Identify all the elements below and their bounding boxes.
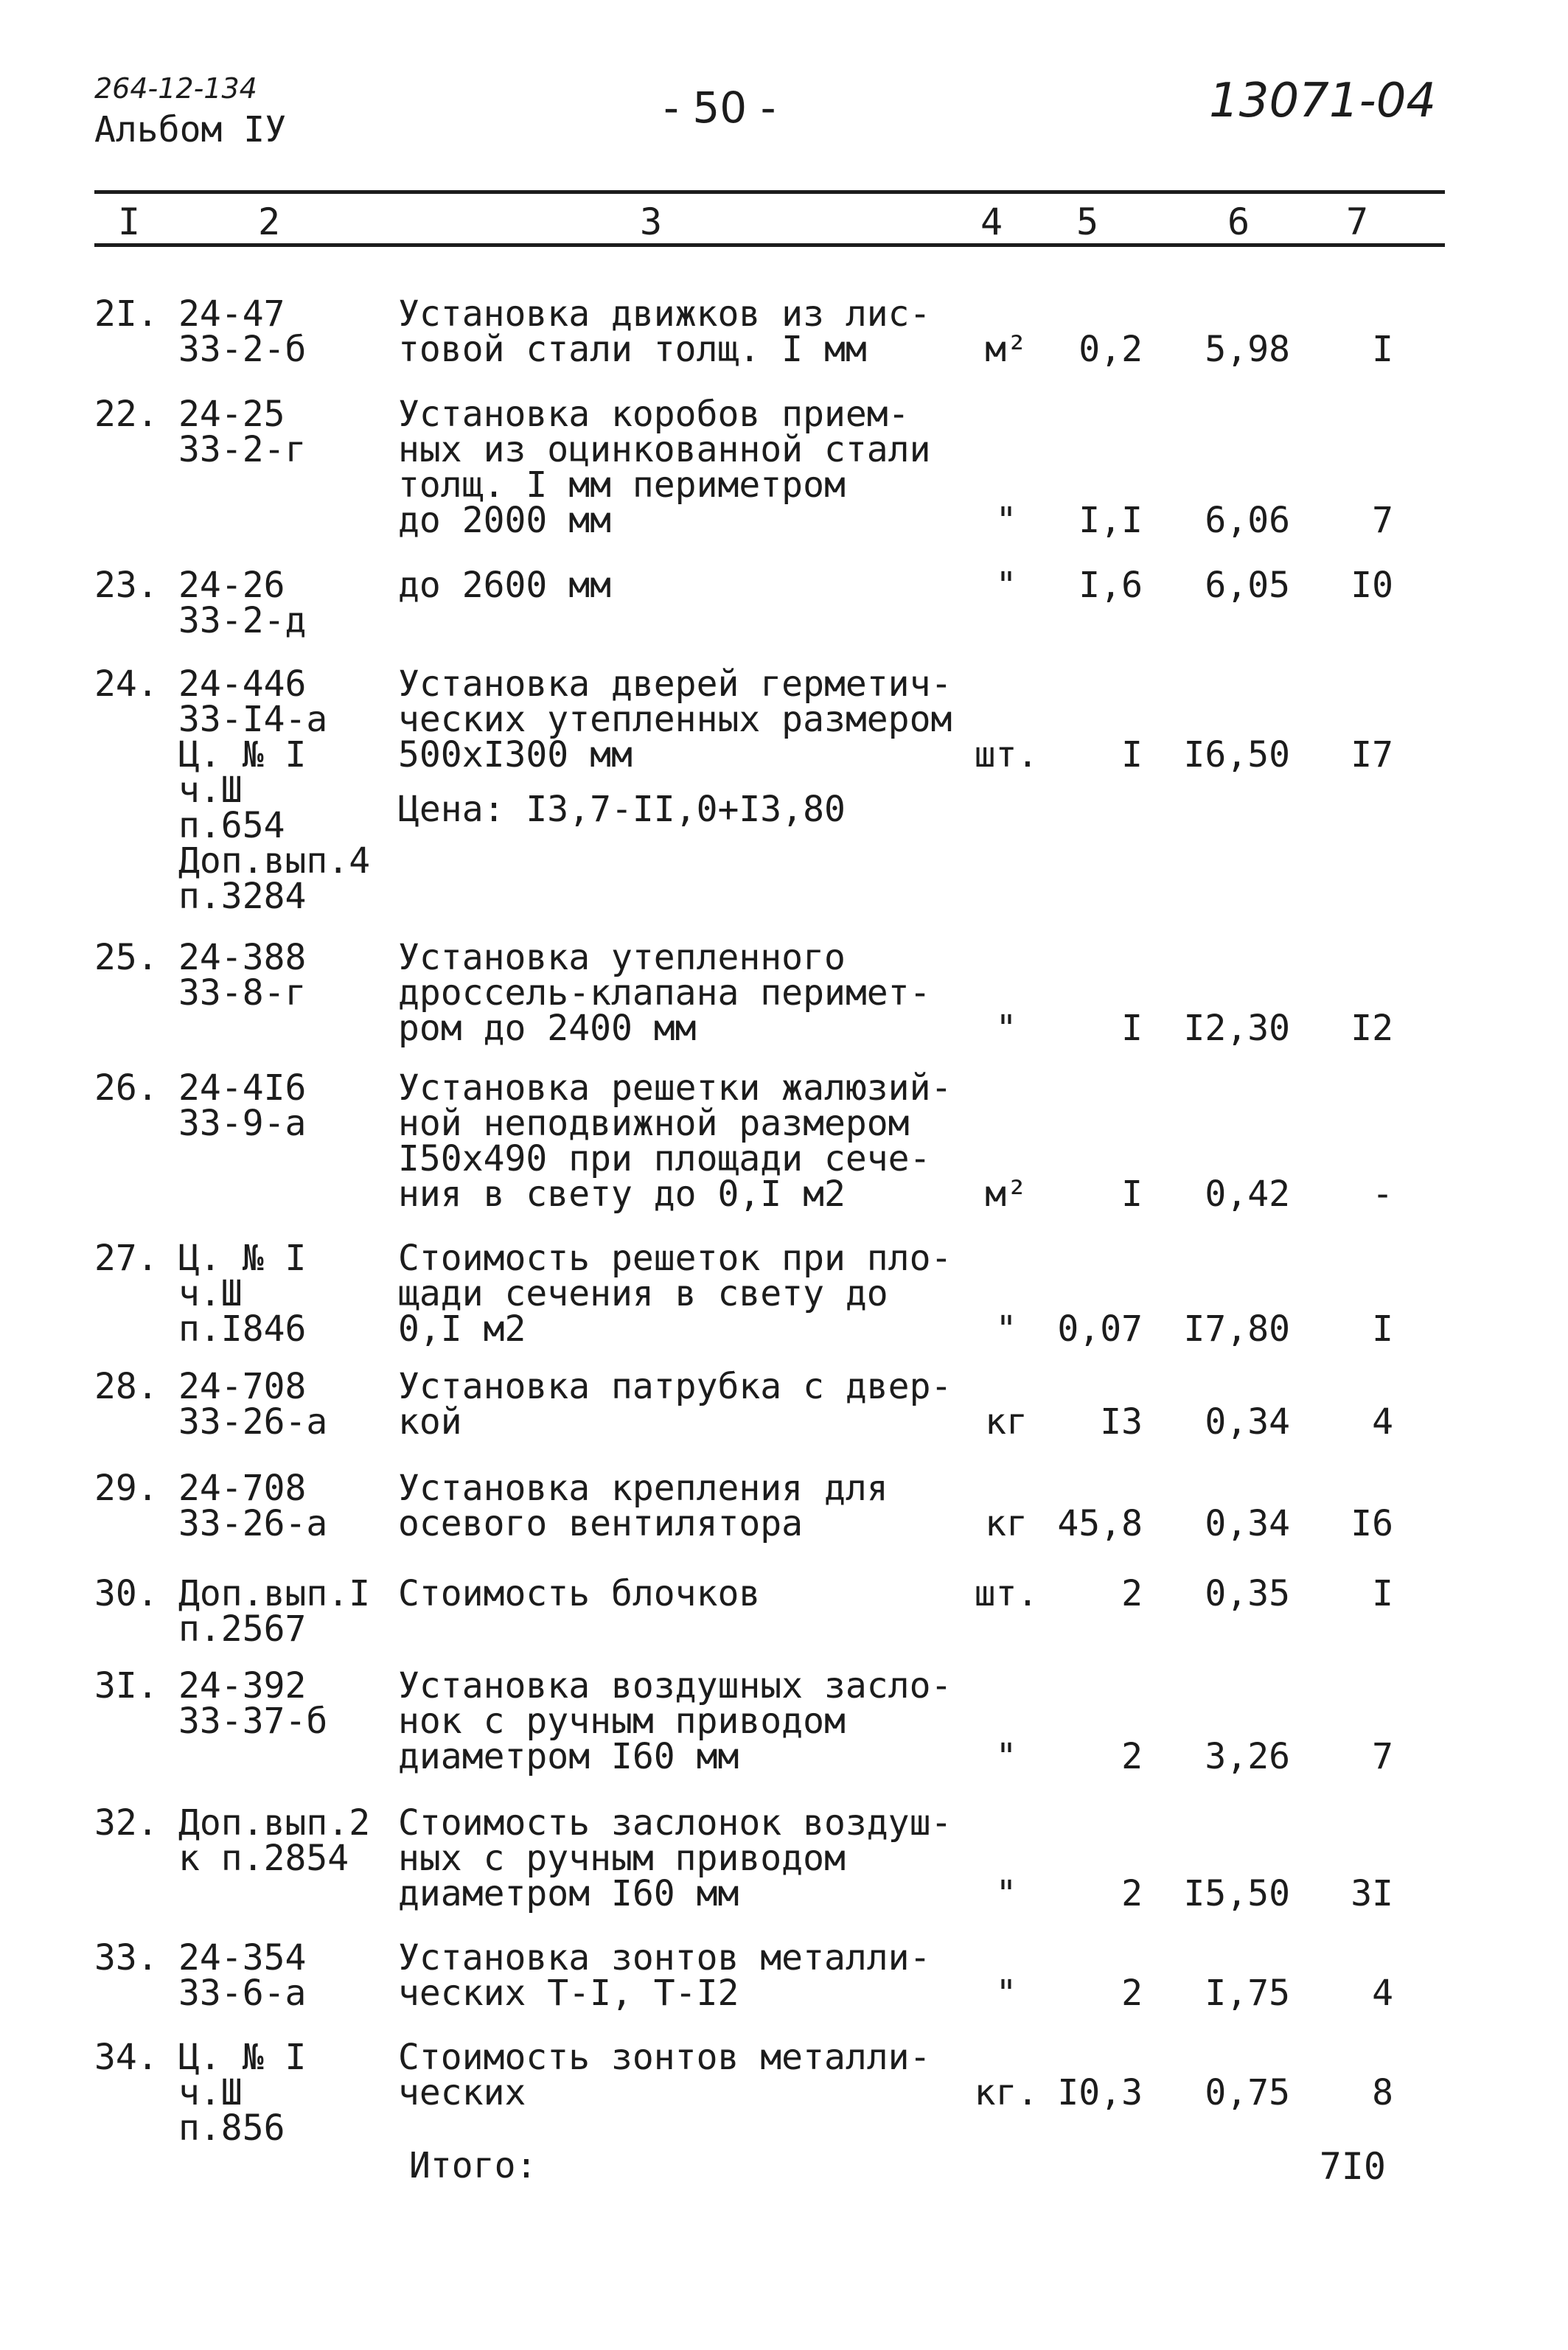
work-description <box>398 663 973 830</box>
work-description <box>398 1238 973 1350</box>
work-description <box>398 293 973 370</box>
reference-line: 24-708 <box>178 1366 307 1407</box>
description-line: ной неподвижной размером <box>398 1103 910 1144</box>
row-number: 33. <box>94 1937 158 1978</box>
unit-price: 0,75 <box>1205 2072 1290 2113</box>
column-header-2: 2 <box>258 201 281 243</box>
total-label: Итого: <box>409 2145 537 2186</box>
normative-references <box>178 293 400 370</box>
quantity: I,I <box>1079 500 1143 541</box>
unit-of-measure: м² <box>985 329 1028 370</box>
quantity: 2 <box>1121 1973 1143 2014</box>
unit-of-measure: кг <box>985 1401 1028 1443</box>
unit-of-measure: " <box>995 1308 1017 1350</box>
column-header-4: 4 <box>980 201 1003 243</box>
work-description <box>398 1067 973 1215</box>
unit-price: 0,34 <box>1205 1401 1290 1443</box>
reference-line: 24-708 <box>178 1468 307 1509</box>
album-label: Альбом IУ <box>94 109 287 150</box>
unit-price: I5,50 <box>1183 1873 1290 1914</box>
row-total: 8 <box>1372 2072 1393 2113</box>
unit-of-measure: шт. <box>974 734 1039 775</box>
reference-line: 24-354 <box>178 1937 307 1978</box>
row-number: 3I. <box>94 1665 158 1706</box>
normative-references <box>178 565 400 641</box>
reference-line: к п.2854 <box>178 1838 349 1879</box>
unit-price: I7,80 <box>1183 1308 1290 1350</box>
quantity: 2 <box>1121 1736 1143 1777</box>
row-total: I7 <box>1351 734 1393 775</box>
description-line: Стоимость зонтов металли- <box>398 2037 931 2078</box>
reference-line: п.3284 <box>178 876 307 917</box>
row-number: 23. <box>94 565 158 606</box>
description-line: дроссель-клапана перимет- <box>398 972 931 1014</box>
normative-references <box>178 1802 400 1879</box>
row-number: 22. <box>94 394 158 435</box>
quantity: I <box>1121 1174 1143 1215</box>
description-line: Установка крепления для <box>398 1468 888 1509</box>
reference-line: п.654 <box>178 805 285 846</box>
reference-line: п.I846 <box>178 1308 307 1350</box>
row-total: 3I <box>1351 1873 1393 1914</box>
reference-line: 24-446 <box>178 663 307 705</box>
reference-line: 33-8-г <box>178 972 307 1014</box>
normative-references <box>178 1468 400 1544</box>
description-line: ческих <box>398 2072 526 2113</box>
reference-line: 33-26-а <box>178 1503 328 1544</box>
reference-line: 24-25 <box>178 394 285 435</box>
description-line: Установка коробов прием- <box>398 394 910 435</box>
row-number: 28. <box>94 1366 158 1407</box>
unit-price: 0,34 <box>1205 1503 1290 1544</box>
row-total: 7 <box>1372 500 1393 541</box>
unit-price: 0,42 <box>1205 1174 1290 1215</box>
description-line: товой стали толщ. I мм <box>398 329 867 370</box>
quantity: 0,07 <box>1057 1308 1143 1350</box>
normative-references <box>178 1366 400 1443</box>
normative-references <box>178 2037 400 2149</box>
description-line: ческих утепленных размером <box>398 699 952 740</box>
reference-line: 33-2-г <box>178 429 307 470</box>
unit-of-measure: " <box>995 1973 1017 2014</box>
reference-line: 24-4I6 <box>178 1067 307 1109</box>
reference-line: 33-I4-а <box>178 699 328 740</box>
work-description <box>398 1366 973 1443</box>
page-number: - 50 - <box>663 83 776 133</box>
quantity: 0,2 <box>1079 329 1143 370</box>
description-line: Установка воздушных засло- <box>398 1665 952 1706</box>
row-total: 4 <box>1372 1401 1393 1443</box>
row-total: 7 <box>1372 1736 1393 1777</box>
header-bottom-rule <box>94 243 1445 247</box>
description-line: до 2000 мм <box>398 500 611 541</box>
unit-price: 5,98 <box>1205 329 1290 370</box>
work-description <box>398 2037 973 2113</box>
row-number: 25. <box>94 937 158 978</box>
normative-references <box>178 1238 400 1350</box>
work-description <box>398 394 973 541</box>
description-line: осевого вентилятора <box>398 1503 804 1544</box>
unit-of-measure: " <box>995 1736 1017 1777</box>
unit-of-measure: кг <box>985 1503 1028 1544</box>
reference-line: 33-9-а <box>178 1103 307 1144</box>
unit-price: I2,30 <box>1183 1008 1290 1049</box>
normative-references <box>178 1665 400 1742</box>
quantity: I <box>1121 1008 1143 1049</box>
reference-line: 24-26 <box>178 565 285 606</box>
normative-references <box>178 1067 400 1144</box>
column-header-3: 3 <box>640 201 663 243</box>
quantity: 2 <box>1121 1873 1143 1914</box>
unit-of-measure: " <box>995 1008 1017 1049</box>
column-header-6: 6 <box>1227 201 1250 243</box>
unit-of-measure: " <box>995 565 1017 606</box>
reference-line: п.856 <box>178 2107 285 2149</box>
reference-line: Доп.вып.4 <box>178 840 371 882</box>
work-description <box>398 937 973 1049</box>
description-line: диаметром I60 мм <box>398 1873 739 1914</box>
quantity: I <box>1121 734 1143 775</box>
description-line: Установка патрубка с двер- <box>398 1366 952 1407</box>
description-line: Установка утепленного <box>398 937 846 978</box>
reference-line: 33-37-б <box>178 1701 328 1742</box>
description-line: Установка движков из лис- <box>398 293 931 335</box>
description-line: Стоимость заслонок воздуш- <box>398 1802 952 1844</box>
row-number: 34. <box>94 2037 158 2078</box>
unit-price: 0,35 <box>1205 1573 1290 1614</box>
reference-line: Ц. № I <box>178 734 307 775</box>
reference-line: 24-392 <box>178 1665 307 1706</box>
description-line: Установка дверей герметич- <box>398 663 952 705</box>
quantity: I0,3 <box>1057 2072 1143 2113</box>
reference-line: 24-388 <box>178 937 307 978</box>
normative-references <box>178 394 400 470</box>
work-description <box>398 1665 973 1777</box>
column-header-7: 7 <box>1346 201 1369 243</box>
unit-of-measure: шт. <box>974 1573 1039 1614</box>
description-line: I50х490 при площади сече- <box>398 1138 931 1179</box>
reference-line: ч.Ш <box>178 2072 243 2113</box>
unit-price: 6,05 <box>1205 565 1290 606</box>
row-total: I0 <box>1351 565 1393 606</box>
quantity: 45,8 <box>1057 1503 1143 1544</box>
row-number: 29. <box>94 1468 158 1509</box>
row-total: I <box>1372 1308 1393 1350</box>
normative-references <box>178 1937 400 2014</box>
row-total: I2 <box>1351 1008 1393 1049</box>
description-line: кой <box>398 1401 462 1443</box>
normative-references <box>178 663 400 917</box>
work-description <box>398 1937 973 2014</box>
description-line: диаметром I60 мм <box>398 1736 739 1777</box>
work-description <box>398 565 973 606</box>
row-total: I <box>1372 1573 1393 1614</box>
reference-line: 33-2-б <box>178 329 307 370</box>
reference-line: 33-2-д <box>178 600 307 641</box>
unit-of-measure: м² <box>985 1174 1028 1215</box>
row-number: 2I. <box>94 293 158 335</box>
work-description <box>398 1573 973 1614</box>
normative-references <box>178 1573 400 1650</box>
unit-of-measure: " <box>995 500 1017 541</box>
column-header-5: 5 <box>1076 201 1099 243</box>
reference-line: 24-47 <box>178 293 285 335</box>
description-line: 500хI300 мм <box>398 734 633 775</box>
reference-line: 33-26-а <box>178 1401 328 1443</box>
price-formula: Цена: I3,7-II,0+I3,80 <box>398 789 846 830</box>
quantity: I3 <box>1100 1401 1143 1443</box>
reference-line: п.2567 <box>178 1608 307 1650</box>
row-number: 24. <box>94 663 158 705</box>
description-line: ческих Т-I, Т-I2 <box>398 1973 739 2014</box>
description-line: нок с ручным приводом <box>398 1701 846 1742</box>
reference-line: 33-6-а <box>178 1973 307 2014</box>
reference-line: Ц. № I <box>178 2037 307 2078</box>
description-line: ных с ручным приводом <box>398 1838 846 1879</box>
normative-references <box>178 937 400 1014</box>
unit-price: 3,26 <box>1205 1736 1290 1777</box>
row-number: 32. <box>94 1802 158 1844</box>
unit-price: I6,50 <box>1183 734 1290 775</box>
work-description <box>398 1468 973 1544</box>
unit-price: 6,06 <box>1205 500 1290 541</box>
row-total: - <box>1372 1174 1393 1215</box>
description-line: Установка зонтов металли- <box>398 1937 931 1978</box>
description-line: 0,I м2 <box>398 1308 526 1350</box>
quantity: I,6 <box>1079 565 1143 606</box>
reference-line: ч.Ш <box>178 770 243 811</box>
row-total: I <box>1372 329 1393 370</box>
description-line: до 2600 мм <box>398 565 611 606</box>
unit-price: I,75 <box>1205 1973 1290 2014</box>
description-line: Стоимость решеток при пло- <box>398 1238 952 1279</box>
reference-line: Ц. № I <box>178 1238 307 1279</box>
reference-line: Доп.вып.2 <box>178 1802 371 1844</box>
column-header-1: I <box>118 201 141 243</box>
row-total: I6 <box>1351 1503 1393 1544</box>
total-value: 7I0 <box>1319 2145 1386 2188</box>
row-number: 27. <box>94 1238 158 1279</box>
row-number: 26. <box>94 1067 158 1109</box>
description-line: толщ. I мм периметром <box>398 464 846 506</box>
unit-of-measure: " <box>995 1873 1017 1914</box>
description-line: ром до 2400 мм <box>398 1008 697 1049</box>
work-description <box>398 1802 973 1914</box>
document-code: 264-12-134 <box>94 72 257 105</box>
row-total: 4 <box>1372 1973 1393 2014</box>
description-line: ния в свету до 0,I м2 <box>398 1174 846 1215</box>
archive-code: 13071-04 <box>1209 74 1437 128</box>
description-line: ных из оцинкованной стали <box>398 429 931 470</box>
header-top-rule <box>94 190 1445 194</box>
description-line: щади сечения в свету до <box>398 1273 888 1314</box>
description-line: Установка решетки жалюзий- <box>398 1067 952 1109</box>
reference-line: Доп.вып.I <box>178 1573 371 1614</box>
reference-line: ч.Ш <box>178 1273 243 1314</box>
description-line: Стоимость блочков <box>398 1573 761 1614</box>
unit-of-measure: кг. <box>974 2072 1039 2113</box>
row-number: 30. <box>94 1573 158 1614</box>
quantity: 2 <box>1121 1573 1143 1614</box>
